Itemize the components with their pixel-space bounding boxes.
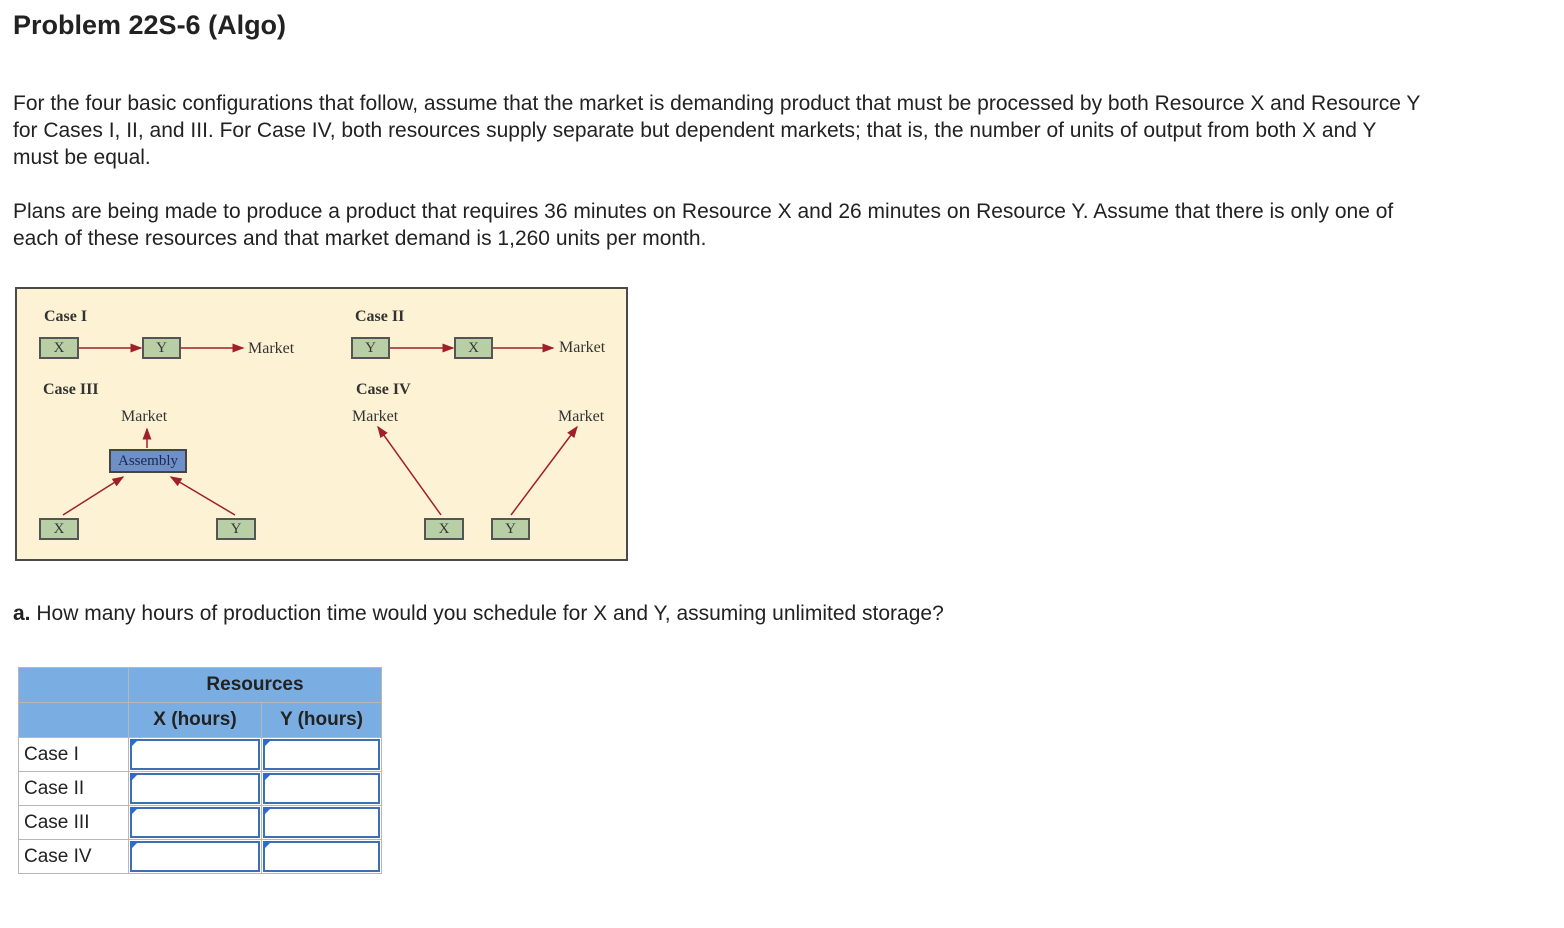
x-hours-header: X (hours) <box>129 703 262 738</box>
case4-resource-x: X <box>424 518 464 540</box>
case4-market-left: Market <box>352 408 399 425</box>
case-4-x-hours-input[interactable] <box>130 841 260 872</box>
case3-arrow-x-to-assembly <box>63 477 123 515</box>
row-label-case-1: Case I <box>19 738 129 772</box>
question-a <box>13 602 944 626</box>
diagram-arrows <box>17 289 630 563</box>
table-corner-cell <box>19 668 129 703</box>
plans-paragraph: Plans are being made to produce a product that requires 36 minutes on Resource X and 26 minutes on Resource Y. Assume that there is only one of each of these resources and that market demand is 1,260 units per month. <box>13 200 1394 250</box>
flag-icon <box>130 773 139 782</box>
case4-label: Case IV <box>356 381 411 398</box>
table-row <box>19 772 382 806</box>
case1-label: Case I <box>44 308 88 325</box>
case-3-y-hours-input[interactable] <box>263 807 380 838</box>
flag-icon <box>263 773 272 782</box>
case4-resource-y: Y <box>491 518 530 540</box>
flag-icon <box>130 841 139 850</box>
case3-assembly: Assembly <box>109 449 187 473</box>
flag-icon <box>263 841 272 850</box>
case3-resource-y: Y <box>216 518 256 540</box>
case-2-x-hours-input[interactable] <box>130 773 260 804</box>
resources-header: Resources <box>129 668 382 703</box>
table-row <box>19 840 382 874</box>
question-text: How many hours of production time would you schedule for X and Y, assuming unlimited storage? <box>36 602 944 625</box>
intro-paragraph: For the four basic configurations that follow, assume that the market is demanding product that must be processed by both Resource X and Resource Y for Cases I, II, and III. For Case IV, both resources supply separate but dependent markets; that is, the number of units of output from both X and Y must be equal. <box>13 92 1420 169</box>
problem-title: Problem 22S-6 (Algo) <box>13 10 287 40</box>
case3-arrow-y-to-assembly <box>171 477 235 515</box>
case2-label: Case II <box>355 308 405 325</box>
resources-table <box>18 667 382 874</box>
case3-market: Market <box>121 408 168 425</box>
flag-icon <box>130 739 139 748</box>
flag-icon <box>263 739 272 748</box>
case3-resource-x: X <box>39 518 79 540</box>
flag-icon <box>263 807 272 816</box>
case2-resource-x: X <box>454 337 493 359</box>
case4-arrow-y-to-market <box>511 427 577 515</box>
row-label-case-3: Case III <box>19 806 129 840</box>
case4-market-right: Market <box>558 408 605 425</box>
case-1-y-hours-input[interactable] <box>263 739 380 770</box>
case1-market: Market <box>248 340 295 357</box>
y-hours-header: Y (hours) <box>262 703 382 738</box>
case-1-x-hours-input[interactable] <box>130 739 260 770</box>
case1-resource-y: Y <box>142 337 181 359</box>
flag-icon <box>130 807 139 816</box>
case-3-x-hours-input[interactable] <box>130 807 260 838</box>
case-2-y-hours-input[interactable] <box>263 773 380 804</box>
case-4-y-hours-input[interactable] <box>263 841 380 872</box>
table-row <box>19 738 382 772</box>
row-label-case-2: Case II <box>19 772 129 806</box>
case1-resource-x: X <box>39 337 79 359</box>
case3-label: Case III <box>43 381 99 398</box>
case2-market: Market <box>559 339 606 356</box>
table-row <box>19 806 382 840</box>
question-part-label: a. <box>13 602 31 625</box>
case2-resource-y: Y <box>351 337 390 359</box>
configuration-diagram <box>15 287 628 561</box>
table-corner-cell-2 <box>19 703 129 738</box>
case4-arrow-x-to-market <box>378 427 441 515</box>
row-label-case-4: Case IV <box>19 840 129 874</box>
